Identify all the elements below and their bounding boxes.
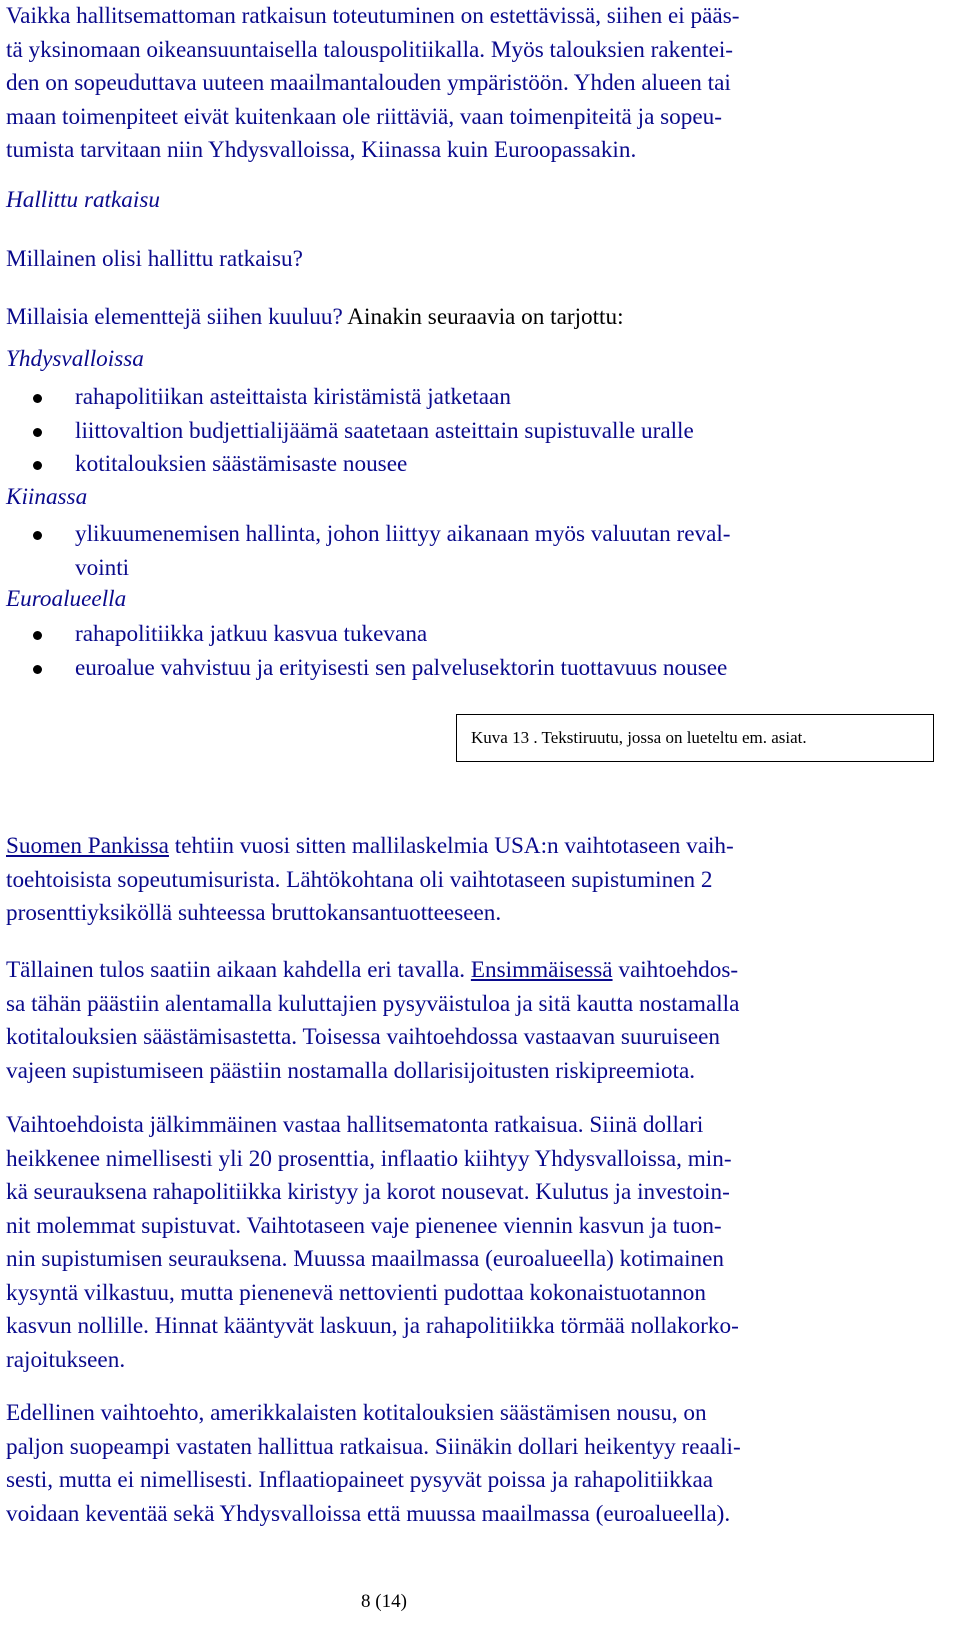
text-line: maan toimenpiteet eivät kuitenkaan ole riittäviä, vaan toimenpiteitä ja sopeu- <box>6 103 722 130</box>
text-line: voidaan keventää sekä Yhdysvalloissa että muussa maailmassa (euroalueella). <box>6 1500 731 1527</box>
document-page <box>6 0 946 1645</box>
bullet-icon <box>33 394 42 403</box>
intro-paragraph <box>6 0 941 168</box>
list-item <box>6 618 941 652</box>
question-1: Millainen olisi hallittu ratkaisu? <box>6 246 303 272</box>
suomen-pankki-link[interactable]: Suomen Pankissa <box>6 833 169 859</box>
list-item-text: kotitalouksien säästämisaste nousee <box>75 451 408 477</box>
question-2 <box>6 301 624 335</box>
region-heading-usa: Yhdysvalloissa <box>6 346 144 372</box>
text-line <box>6 830 941 864</box>
page-number: 8 (14) <box>361 1591 407 1612</box>
text-line: tä yksinomaan oikeansuuntaisella talouspolitiikalla. Myös talouksien rakentei- <box>6 36 734 63</box>
paragraph-controlled-solution <box>6 1397 941 1531</box>
text-line: Vaikka hallitsemattoman ratkaisun toteutuminen on estettävissä, siihen ei pääs- <box>6 3 740 29</box>
text-line: prosenttiyksiköllä suhteessa bruttokansantuotteeseen. <box>6 900 502 926</box>
text-segment: Tällainen tulos saatiin aikaan kahdella eri tavalla. <box>6 957 471 983</box>
question-2-text: Millaisia elementtejä siihen kuuluu? <box>6 304 343 330</box>
text-line: tumista tarvitaan niin Yhdysvalloissa, Kiinassa kuin Euroopassakin. <box>6 137 637 163</box>
list-item <box>6 381 941 415</box>
text-line <box>6 954 941 988</box>
text-segment: tehtiin vuosi sitten mallilaskelmia USA:n vaihtotaseen vaih- <box>168 833 734 859</box>
list-item <box>6 415 941 449</box>
bullet-icon <box>33 631 42 640</box>
paragraph-bank-calculations <box>6 830 941 931</box>
region-heading-euro: Euroalueella <box>6 586 127 612</box>
list-item-text: rahapolitiikan asteittaista kiristämistä jatketaan <box>75 384 511 410</box>
text-line: sa tähän päästiin alentamalla kuluttajien pysyväistuloa ja sitä kautta nostamalla <box>6 990 740 1017</box>
region-heading-china: Kiinassa <box>6 484 88 510</box>
ensimmaisessa-link[interactable]: Ensimmäisessä <box>470 957 613 983</box>
text-line: paljon suopeampi vastaten hallittua ratkaisua. Siinäkin dollari heikentyy reaali- <box>6 1433 741 1460</box>
text-line: vajeen supistumiseen päästiin nostamalla dollarisijoitusten riskipreemiota. <box>6 1057 696 1084</box>
paragraph-two-ways <box>6 954 941 1088</box>
text-line: heikkenee nimellisesti yli 20 prosenttia, inflaatio kiihtyy Yhdysvalloissa, min- <box>6 1145 732 1172</box>
text-line: rajoitukseen. <box>6 1346 126 1373</box>
text-line: kysyntä vilkastuu, mutta pienenevä nettovienti pudottaa kokonaistuotannon <box>6 1279 706 1306</box>
text-line: Vaihtoehdoista jälkimmäinen vastaa hallitsematonta ratkaisua. Siinä dollari <box>6 1112 704 1138</box>
question-2-intro: Ainakin seuraavia on tarjottu: <box>342 304 624 330</box>
section-heading: Hallittu ratkaisu <box>6 187 160 213</box>
bullet-icon <box>33 665 42 674</box>
list-item-text: ylikuumenemisen hallinta, johon liittyy aikanaan myös valuutan reval- <box>75 521 731 547</box>
bullet-icon <box>33 531 42 540</box>
bullet-icon <box>33 428 42 437</box>
text-line: sesti, mutta ei nimellisesti. Inflaatiopaineet pysyvät poissa ja rahapolitiikkaa <box>6 1467 714 1493</box>
text-line: kotitalouksien säästämisastetta. Toisessa vaihtoehdossa vastaavan suuruiseen <box>6 1024 721 1050</box>
bullet-icon <box>33 461 42 470</box>
list-item-text: euroalue vahvistuu ja erityisesti sen palvelusektorin tuottavuus nousee <box>75 654 728 681</box>
bullet-list-euro <box>6 618 941 685</box>
text-segment: vaihtoehdos- <box>612 957 739 983</box>
text-line: kä seurauksena rahapolitiikka kiristyy ja korot nousevat. Kulutus ja investoin- <box>6 1179 730 1205</box>
bullet-list-usa <box>6 381 941 482</box>
list-item-text: rahapolitiikka jatkuu kasvua tukevana <box>75 621 428 647</box>
list-item-text-continued: vointi <box>75 554 130 581</box>
text-line: Edellinen vaihtoehto, amerikkalaisten kotitalouksien säästämisen nousu, on <box>6 1400 707 1426</box>
text-line: den on sopeuduttava uuteen maailmantalouden ympäristöön. Yhden alueen tai <box>6 70 731 96</box>
list-item <box>6 518 941 585</box>
figure-caption: Kuva 13 . Tekstiruutu, jossa on lueteltu em. asiat. <box>456 714 934 762</box>
list-item <box>6 652 941 686</box>
text-line: kasvun nollille. Hinnat kääntyvät laskuun, ja rahapolitiikka törmää nollakorko- <box>6 1313 739 1339</box>
list-item-text: liittovaltion budjettialijäämä saatetaan asteittain supistuvalle uralle <box>75 417 694 444</box>
text-line: nit molemmat supistuvat. Vaihtotaseen vaje pienenee viennin kasvun ja tuon- <box>6 1212 722 1239</box>
list-item <box>6 448 941 482</box>
bullet-list-china <box>6 518 941 585</box>
text-line: toehtoisista sopeutumisurista. Lähtökohtana oli vaihtotaseen supistuminen 2 <box>6 866 713 893</box>
paragraph-uncontrolled-solution <box>6 1109 941 1377</box>
text-line: nin supistumisen seurauksena. Muussa maailmassa (euroalueella) kotimainen <box>6 1246 724 1272</box>
